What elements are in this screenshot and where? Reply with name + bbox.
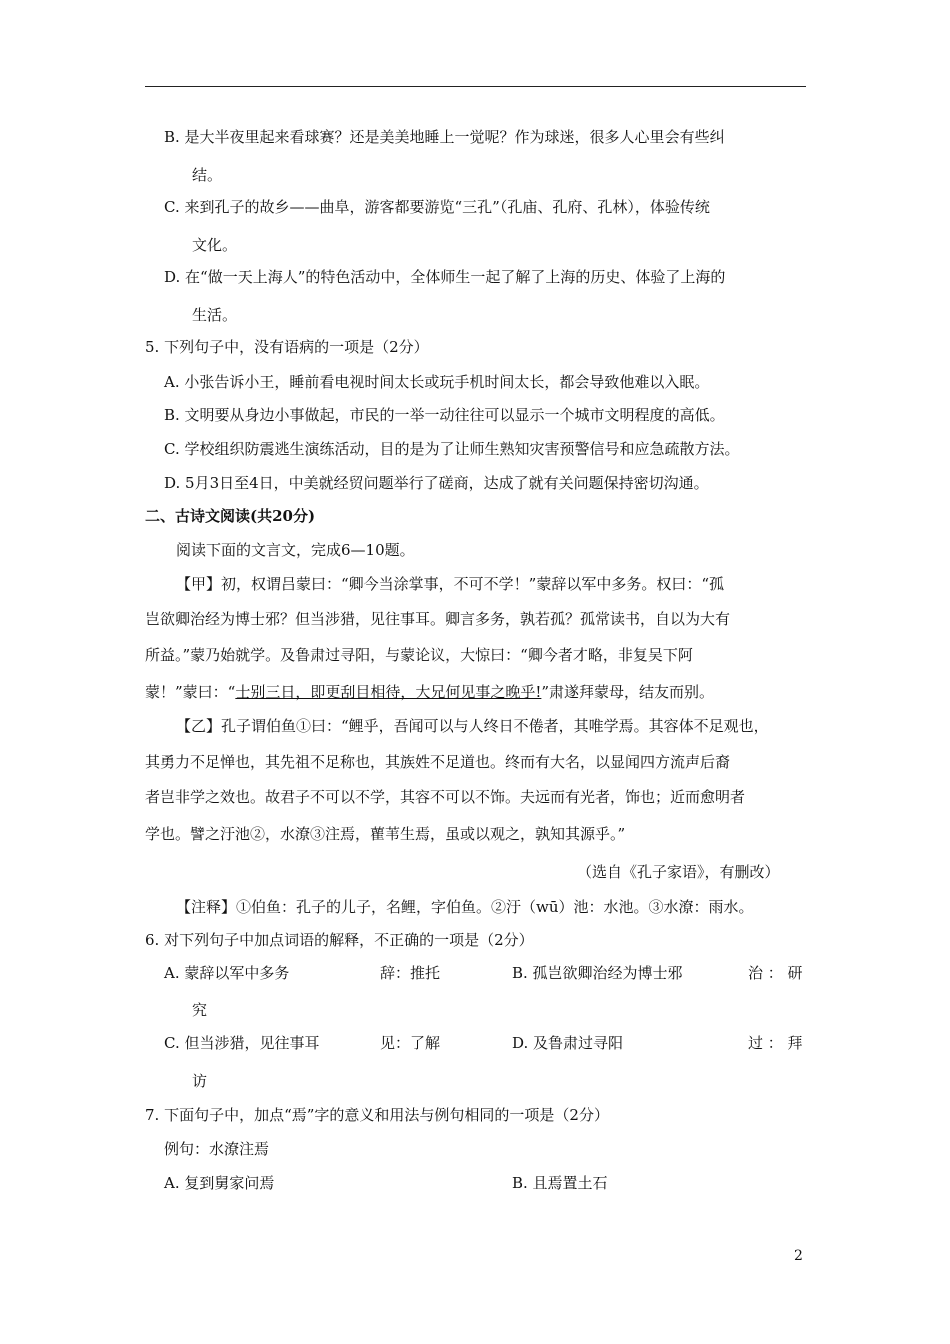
passage-notes: 【注释】①伯鱼：孔子的儿子，名鲤，字伯鱼。②汙（wū）池：水池。③水潦：雨水。: [176, 898, 754, 916]
q6-option-b-sentence: B. 孤岂欲卿治经为博士邪: [512, 964, 683, 982]
q5-option-c: C. 学校组织防震逃生演练活动，目的是为了让师生熟知灾害预警信号和应急疏散方法。: [164, 440, 740, 458]
passage-jia-line2: 岂欲卿治经为博士邪？但当涉猎，见往事耳。卿言多务，孰若孤？孤常读书，自以为大有: [145, 610, 731, 628]
q4-option-d-line2: 生活。: [192, 306, 238, 324]
passage-jia-line4-post: ”肃遂拜蒙母，结友而别。: [541, 683, 715, 701]
q4-option-c-line1: C. 来到孔子的故乡——曲阜，游客都要游览“三孔”（孔庙、孔府、孔林），体验传统: [164, 198, 710, 216]
q6-option-a-sentence: A. 蒙辞以军中多务: [164, 964, 290, 982]
header-rule: [145, 86, 806, 87]
section2-instruction: 阅读下面的文言文，完成6—10题。: [176, 541, 415, 559]
passage-jia-line1: 【甲】初，权谓吕蒙曰：“卿今当涂掌事，不可不学！”蒙辞以军中多务。权曰：“孤: [176, 575, 725, 593]
q6-option-c-gloss: 见：了解: [380, 1034, 441, 1052]
q6-option-d-gloss-cont: 访: [192, 1072, 208, 1090]
underlined-sentence: 士别三日，即更刮目相待，大兄何见事之晚乎!: [235, 683, 542, 701]
q6-option-b-gloss-cont: 究: [192, 1001, 208, 1019]
passage-yi-line1: 【乙】孔子谓伯鱼①曰：“鲤乎，吾闻可以与人终日不倦者，其唯学焉。其容体不足观也，: [176, 717, 769, 735]
q5-option-a: A. 小张告诉小王，睡前看电视时间太长或玩手机时间太长，都会导致他难以入眠。: [164, 373, 710, 391]
q6-stem: 6. 对下列句子中加点词语的解释，不正确的一项是（2分）: [145, 931, 534, 949]
q6-option-d-sentence: D. 及鲁肃过寻阳: [512, 1034, 624, 1052]
passage-yi-line4: 学也。譬之汙池②，水潦③注焉，雚苇生焉，虽或以观之，孰知其源乎。”: [145, 825, 626, 843]
q6-option-c-sentence: C. 但当涉猎，见往事耳: [164, 1034, 320, 1052]
q5-option-d: D. 5月3日至4日，中美就经贸问题举行了磋商，达成了就有关问题保持密切沟通。: [164, 474, 709, 492]
q5-stem: 5. 下列句子中，没有语病的一项是（2分）: [145, 338, 429, 356]
q7-example: 例句：水潦注焉: [164, 1140, 270, 1158]
q6-option-a-gloss: 辞：推托: [380, 964, 441, 982]
q4-option-c-line2: 文化。: [192, 236, 238, 254]
q7-stem: 7. 下面句子中，加点“焉”字的意义和用法与例句相同的一项是（2分）: [145, 1106, 609, 1124]
passage-source: （选自《孔子家语》，有删改）: [577, 863, 780, 881]
q4-option-b-line1: B. 是大半夜里起来看球赛？还是美美地睡上一觉呢？作为球迷，很多人心里会有些纠: [164, 128, 725, 146]
passage-yi-line3: 者岂非学之效也。故君子不可以不学，其容不可以不饰。夫远而有光者，饰也；近而愈明者: [145, 788, 746, 806]
q4-option-b-line2: 结。: [192, 166, 223, 184]
section2-title: 二、古诗文阅读(共20分): [145, 507, 316, 525]
passage-yi-line2: 其勇力不足惮也，其先祖不足称也，其族姓不足道也。终而有大名，以显闻四方流声后裔: [145, 753, 731, 771]
q6-option-b-gloss: 治 ： 研: [748, 964, 803, 982]
q5-option-b: B. 文明要从身边小事做起，市民的一举一动往往可以显示一个城市文明程度的高低。: [164, 406, 725, 424]
q6-option-d-gloss: 过 ： 拜: [748, 1034, 803, 1052]
passage-jia-line4: [145, 682, 714, 702]
page-number: 2: [794, 1248, 803, 1264]
q4-option-d-line1: D. 在“做一天上海人”的特色活动中，全体师生一起了解了上海的历史、体验了上海的: [164, 268, 726, 286]
q7-option-b: B. 且焉置土石: [512, 1174, 608, 1192]
q7-option-a: A. 复到舅家问焉: [164, 1174, 275, 1192]
passage-jia-line4-pre: 蒙！”蒙曰：“: [145, 683, 236, 701]
passage-jia-line3: 所益。”蒙乃始就学。及鲁肃过寻阳，与蒙论议，大惊曰：“卿今者才略，非复吴下阿: [145, 646, 693, 664]
